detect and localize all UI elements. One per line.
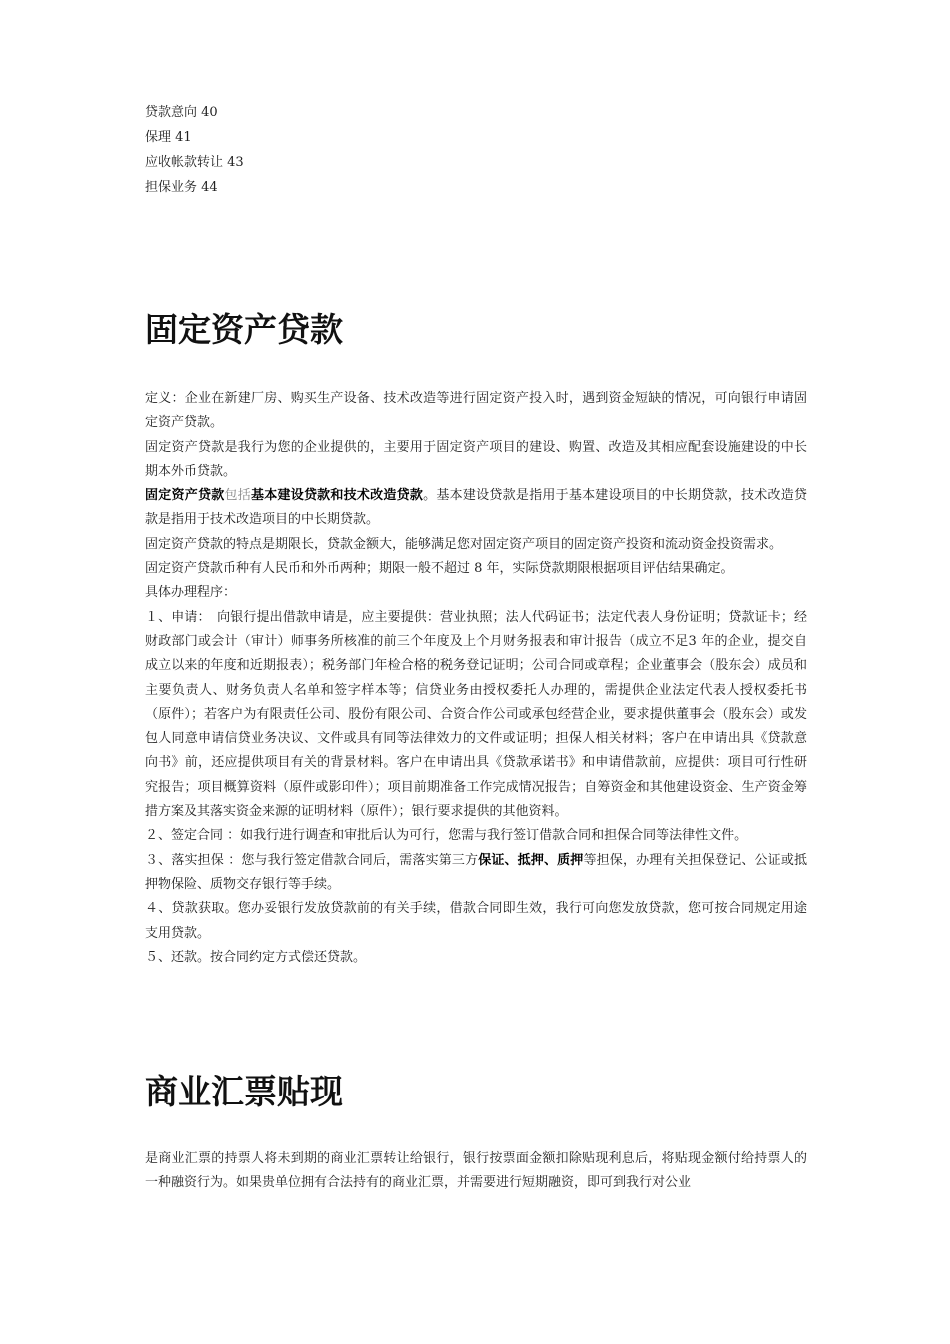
bold-term: 基本建设贷款和技术改造贷款	[250, 488, 424, 504]
toc-item[interactable]: 应收帐款转让 43	[145, 155, 244, 170]
procedure-step-guarantee	[145, 849, 807, 898]
toc-list	[145, 100, 807, 200]
paragraph: 固定资产贷款币种有人民币和外币两种；期限一般不超过 8 年，实际贷款期限根据项目评估结果确定。	[145, 561, 734, 577]
procedure-title: 具体办理程序：	[145, 585, 237, 601]
section-heading-bill-discount: 商业汇票贴现	[145, 1072, 343, 1111]
toc-item[interactable]: 保理 41	[145, 130, 192, 145]
procedure-step-repayment: ５、还款。按合同约定方式偿还贷款。	[145, 949, 367, 965]
loan-types-paragraph	[145, 484, 807, 533]
connector-text: 包括	[224, 488, 251, 504]
paragraph-text: 等担保，办理有关担保登记、公证或抵押物保险、质物交存银行等手续。	[145, 852, 807, 892]
bold-term: 保证、抵押、质押	[478, 852, 584, 868]
paragraph-text: ３、落实担保 ：您与我行签定借款合同后，需落实第三方	[145, 852, 479, 868]
procedure-step-contract: ２、签定合同 ：如我行进行调查和审批后认为可行，您需与我行签订借款合同和担保合同等法律性文件。	[145, 828, 748, 844]
document-page	[145, 100, 807, 1191]
paragraph: 固定资产贷款的特点是期限长，贷款金额大，能够满足您对固定资产项目的固定资产投资和流动资金投资需求。	[145, 536, 783, 552]
paragraph: 是商业汇票的持票人将未到期的商业汇票转让给银行，银行按票面金额扣除贴现利息后，将贴现金额付给持票人的一种融资行为。如果贵单位拥有合法持有的商业汇票，并需要进行短期融资，即可到我行对公业	[145, 1151, 807, 1191]
paragraph-text: 。基本建设贷款是指用于基本建设项目的中长期贷款，技术改造贷款是指用于技术改造项目的中长期贷款。	[145, 488, 807, 528]
toc-item[interactable]: 担保业务 44	[145, 180, 218, 195]
definition-paragraph: 定义：企业在新建厂房、购买生产设备、技术改造等进行固定资产投入时，遇到资金短缺的情况，可向银行申请固定资产贷款。	[145, 391, 807, 431]
section-body-bill-discount	[145, 1147, 807, 1196]
section-heading-fixed-asset-loan: 固定资产贷款	[145, 310, 343, 349]
bold-term: 固定资产贷款	[145, 488, 225, 504]
procedure-step-apply: １、申请： 向银行提出借款申请是，应主要提供：营业执照；法人代码证书；法定代表人身份证明；贷款证卡；经财政部门或会计（审计）师事务所核准的前三个年度及上个月财务报表和审计报告（成立不足3 年的企业，提交自成立以来的年度和近期报表）；税务部门年检合格的税务登记证明；公司合同或章程；企业董事会（股东会）成员和主要负责人、财务负责人名单和签字样本等；信贷业务由授权委托人办理的，需提供企业法定代表人授权委托书（原件）；若客户为有限责任公司、股份有限公司、合资合作公司或承包经营企业，要求提供董事会（股东会）或发包人同意申请信贷业务决议、文件或具有同等法律效力的文件或证明；担保人相关材料；客户在申请出具《贷款意向书》前，还应提供项目有关的背景材料。客户在申请出具《贷款承诺书》和申请借款前，应提供：项目可行性研究报告；项目概算资料（原件或影印件）；项目前期准备工作完成情况报告；自筹资金和其他建设资金、生产资金筹措方案及其落实资金来源的证明材料（原件）；银行要求提供的其他资料。	[145, 609, 807, 820]
paragraph: 固定资产贷款是我行为您的企业提供的，主要用于固定资产项目的建设、购置、改造及其相应配套设施建设的中长期本外币贷款。	[145, 439, 807, 479]
toc-item[interactable]: 贷款意向 40	[145, 105, 218, 120]
section-body-fixed-asset-loan	[145, 387, 807, 970]
procedure-step-disbursement: ４、贷款获取。您办妥银行发放贷款前的有关手续，借款合同即生效，我行可向您发放贷款，您可按合同规定用途支用贷款。	[145, 901, 807, 941]
